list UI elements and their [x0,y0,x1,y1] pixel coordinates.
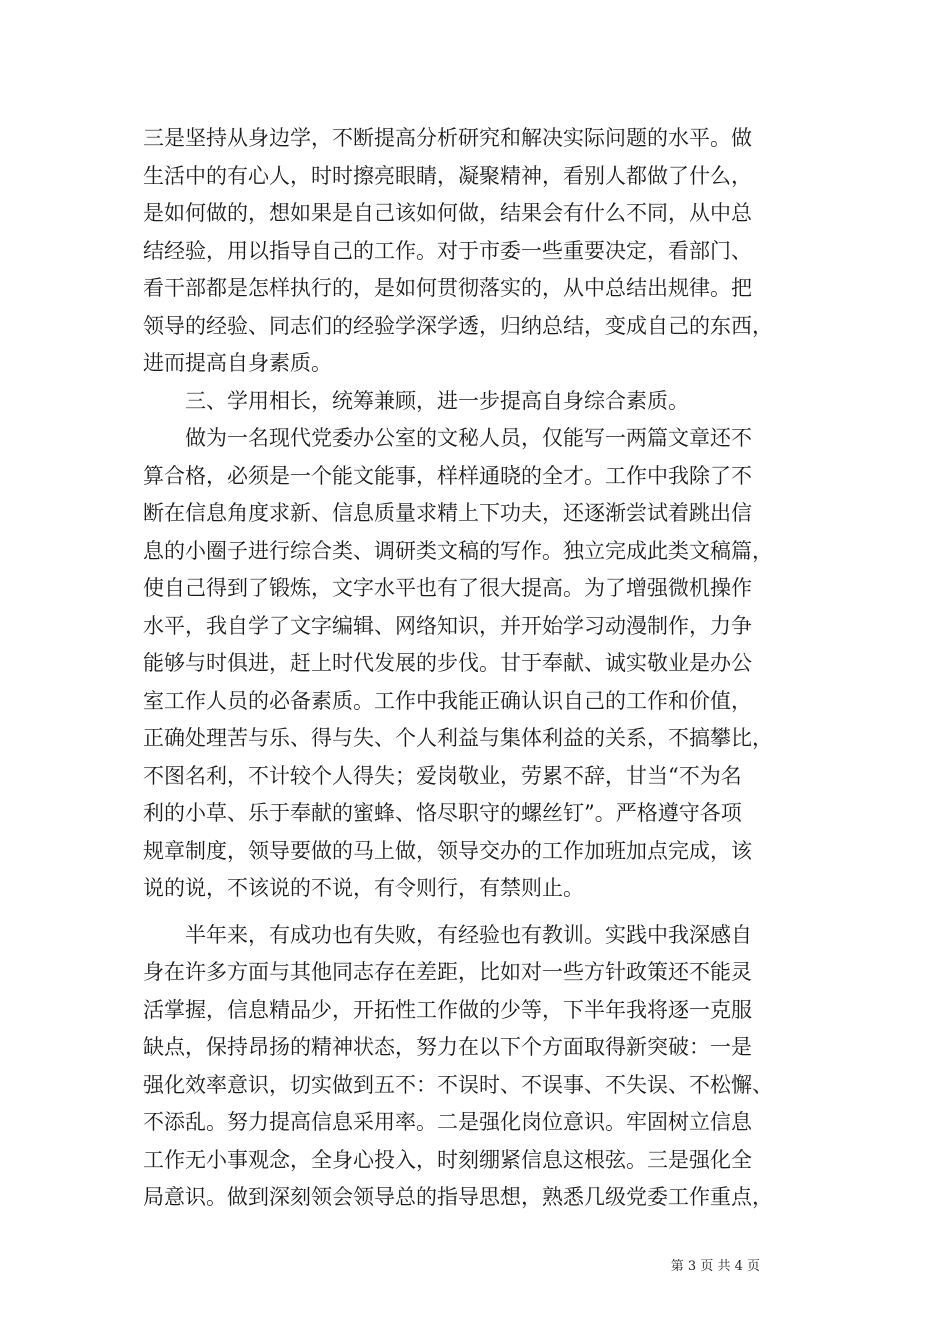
text-line: 算合格，必须是一个能文能事，样样通晓的全才。工作中我除了不 [143,463,752,488]
text-line: 工作无小事观念，全身心投入，时刻绷紧信息这根弦。三是强化全 [143,1147,752,1172]
text-line: 活掌握，信息精品少，开拓性工作做的少等，下半年我将逐一克服 [143,997,752,1022]
document-body [143,120,833,1217]
text-line: 说的说，不该说的不说，有令则行，有禁则止。 [143,876,584,900]
text-line: 强化效率意识，切实做到五不：不误时、不误事、不失误、不松懈、 [143,1072,773,1097]
text-line: 生活中的有心人，时时擦亮眼睛，凝聚精神，看别人都做了什么， [143,163,752,188]
text-line: 正确处理苦与乐、得与失、个人利益与集体利益的关系，不搞攀比， [143,726,773,750]
text-line: 不添乱。努力提高信息采用率。二是强化岗位意识。牢固树立信息 [143,1110,752,1134]
text-line: 规章制度，领导要做的马上做，领导交办的工作加班加点完成，该 [143,838,752,863]
text-line: 结经验，用以指导自己的工作。对于市委一些重要决定，看部门、 [143,238,752,263]
paragraph [143,917,833,1217]
paragraph [143,383,833,421]
paragraph-gap [143,908,833,917]
text-line: 能够与时俱进，赶上时代发展的步伐。甘于奉献、诚实敬业是办公 [143,651,752,675]
text-line: 利的小草、乐于奉献的蜜蜂、恪尽职守的螺丝钉”。严格遵守各项 [143,801,742,825]
text-line: 半年来，有成功也有失败，有经验也有教训。实践中我深感自 [185,922,752,947]
text-line: 身在许多方面与其他同志存在差距，比如对一些方针政策还不能灵 [143,960,752,984]
text-line: 局意识。做到深刻领会领导总的指导思想，熟悉几级党委工作重点， [143,1185,773,1209]
text-line: 做为一名现代党委办公室的文秘人员，仅能写一两篇文章还不 [185,426,752,450]
text-line: 看干部都是怎样执行的，是如何贯彻落实的，从中总结出规律。把 [143,276,752,300]
page-number-footer: 第 3 页 共 4 页 [670,1259,760,1274]
paragraph [143,420,833,908]
text-line: 不图名利，不计较个人得失；爱岗敬业，劳累不辞，甘当“不为名 [143,763,742,788]
text-line: 水平，我自学了文字编辑、网络知识，并开始学习动漫制作，力争 [143,613,752,638]
text-line: 室工作人员的必备素质。工作中我能正确认识自己的工作和价值， [143,688,752,713]
text-line: 是如何做的，想如果是自己该如何做，结果会有什么不同，从中总 [143,201,752,225]
text-line: 三是坚持从身边学，不断提高分析研究和解决实际问题的水平。做 [143,126,752,150]
text-line: 息的小圈子进行综合类、调研类文稿的写作。独立完成此类文稿篇， [143,538,773,563]
text-line: 三、学用相长，统筹兼顾，进一步提高自身综合素质。 [185,388,689,413]
text-line: 缺点，保持昂扬的精神状态，努力在以下个方面取得新突破：一是 [143,1035,752,1059]
text-line: 断在信息角度求新、信息质量求精上下功夫，还逐渐尝试着跳出信 [143,501,752,525]
paragraph [143,120,833,383]
text-line: 领导的经验、同志们的经验学深学透，归纳总结，变成自己的东西， [143,313,773,338]
text-line: 进而提高自身素质。 [143,351,332,375]
text-line: 使自己得到了锻炼，文字水平也有了很大提高。为了增强微机操作 [143,576,752,600]
